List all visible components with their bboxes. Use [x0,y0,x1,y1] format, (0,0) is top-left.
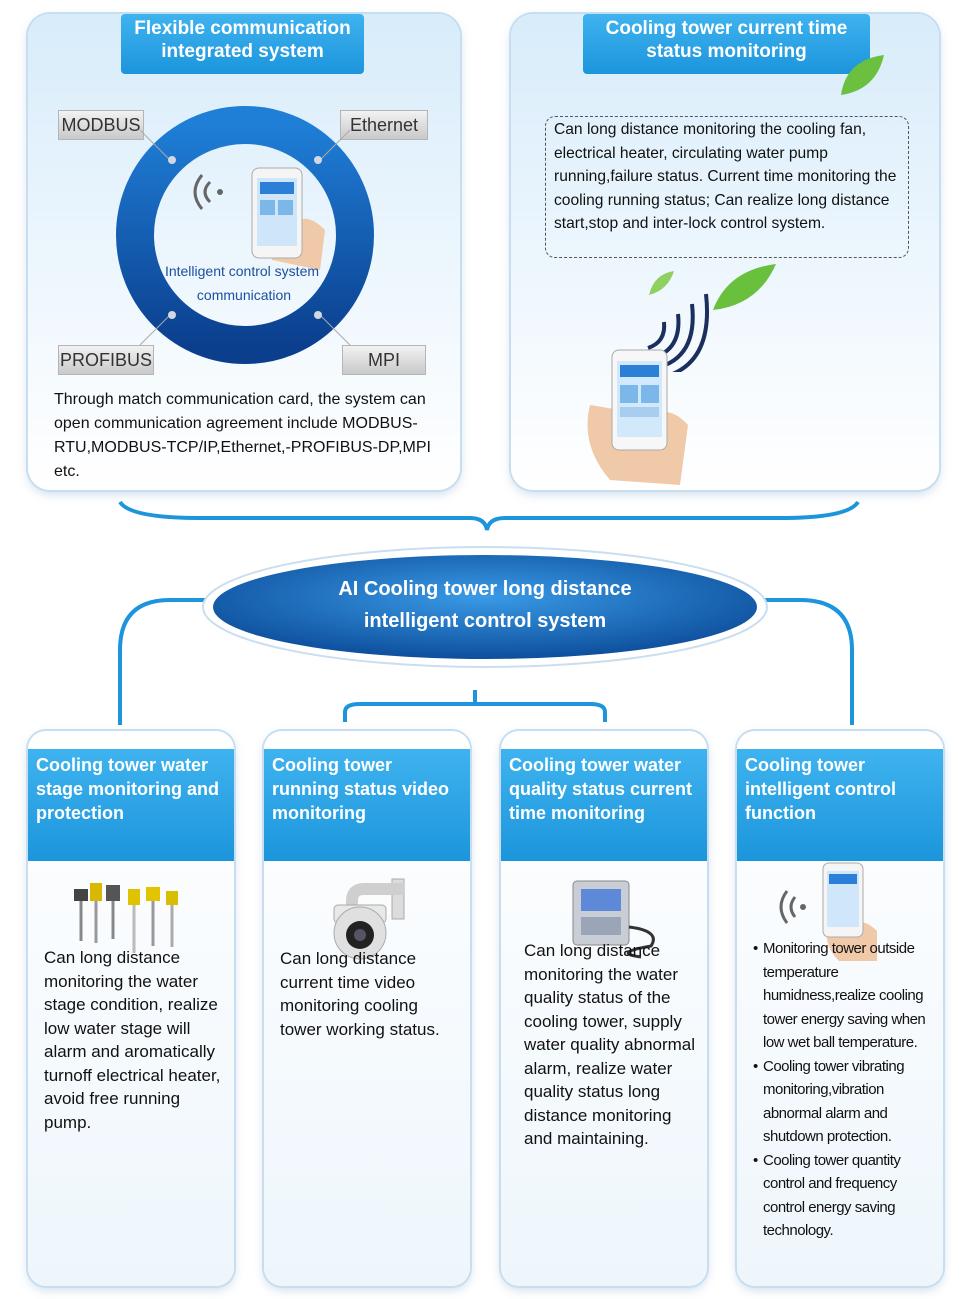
bullet-item: • Cooling tower quantity control and frequency control energy saving technology. [753,1149,935,1243]
ethernet-label: Ethernet [340,110,428,140]
leaf-icon [836,50,886,100]
hand-phone-icon [580,345,690,485]
card-description: Can long distance monitoring the water stage condition, realize low water stage will alarm and aromatically turnoff electrical heater, avoid free running pump. [44,948,221,1132]
card-title: Cooling tower water quality status current time monitoring [501,749,707,861]
bullet-item: • Cooling tower vibrating monitoring,vibration abnormal alarm and shutdown protection. [753,1055,935,1149]
status-monitoring-title: Cooling tower current time status monitoring [583,14,870,74]
card-title: Cooling tower running status video monitoring [264,749,470,861]
ring-text-line1: Intelligent control system [164,263,320,279]
center-title-line2: intelligent control system [363,610,607,632]
bullet-item: • Monitoring tower outside temperature humidness,realize cooling tower energy saving when low wet ball temperature. [753,937,935,1055]
profibus-label: PROFIBUS [58,345,154,375]
modbus-label: MODBUS [58,110,144,140]
card-video-monitoring [264,731,470,1286]
card-water-stage [28,731,234,1286]
card-title: Cooling tower water stage monitoring and protection [28,749,234,861]
status-monitoring-description: Can long distance monitoring the cooling fan, electrical heater, circulating water pump running,failure status. Current time monitoring the cooling running status; Can realize long distance start,stop and inter-lock control system. [554,121,897,232]
hand-phone-icon [190,160,340,270]
card-bullets [753,937,935,1243]
card-description: Can long distance monitoring the water quality status of the cooling tower, supply water quality abnormal alarm, realize water quality status long distance monitoring and maintaining. [524,941,696,1148]
card-title: Cooling tower intelligent control function [737,749,943,861]
card-intelligent-control [737,731,943,1286]
card-water-quality [501,731,707,1286]
center-title-line1: AI Cooling tower long distance [338,578,632,600]
dome-camera-icon [264,861,470,961]
mpi-label: MPI [342,345,426,375]
communication-panel-title: Flexible communication integrated system [121,14,364,74]
ring-text-line2: communication [196,287,292,303]
card-description: Can long distance current time video monitoring cooling tower working status. [280,949,440,1039]
leaf-icon [708,260,778,315]
communication-description: Through match communication card, the system can open communication agreement include MODBUS-RTU,MODBUS-TCP/IP,Ethernet,-PROFIBUS-DP,MPI etc. [54,391,431,480]
